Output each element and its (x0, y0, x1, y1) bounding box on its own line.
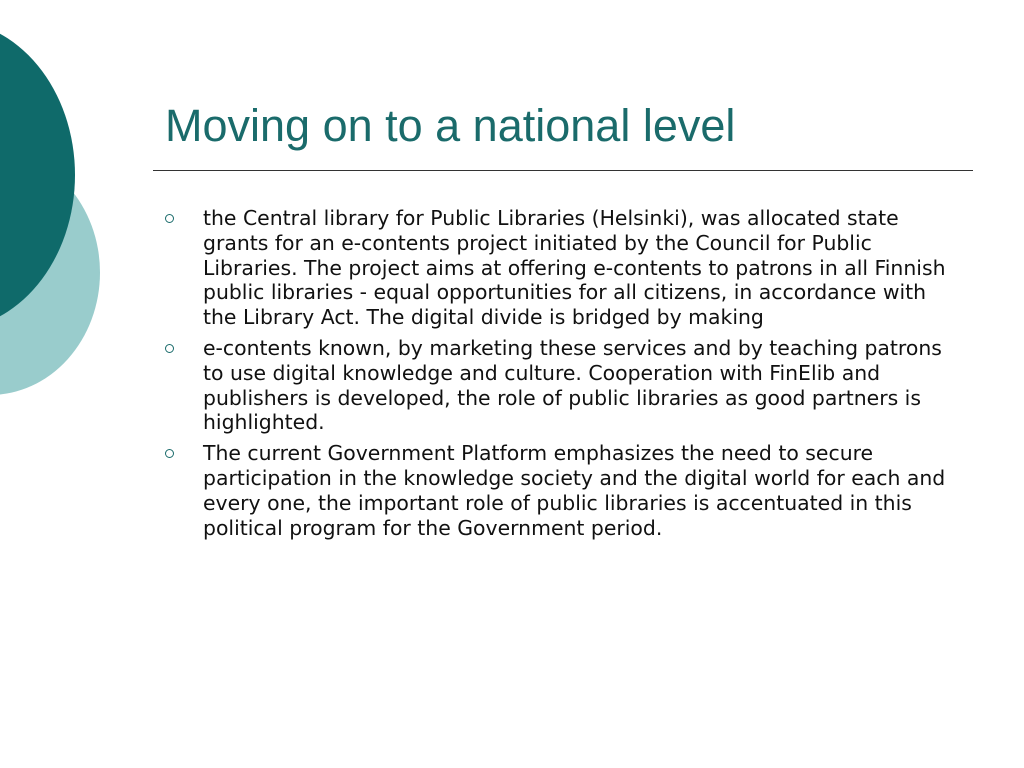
hollow-circle-bullet-icon (165, 214, 174, 223)
bullet-item (165, 441, 965, 540)
bullet-item (165, 206, 965, 330)
bullet-list (165, 206, 965, 546)
hollow-circle-bullet-icon (165, 449, 174, 458)
title-divider (153, 170, 973, 171)
hollow-circle-bullet-icon (165, 344, 174, 353)
bullet-item (165, 336, 965, 435)
bullet-text: e-contents known, by marketing these services and by teaching patrons to use digital knowledge and culture. Cooperation with FinElib and publishers is developed, the role of public libraries as good partners is highlighted. (203, 335, 942, 435)
bullet-text: the Central library for Public Libraries (Helsinki), was allocated state grants for an e-contents project initiated by the Council for Public Libraries. The project aims at offering e-contents to patrons in all Finnish public libraries - equal opportunities for all citizens, in accordance with the Library Act. The digital divide is bridged by making (203, 206, 946, 330)
slide-title: Moving on to a national level (165, 100, 736, 151)
bullet-text: The current Government Platform emphasizes the need to secure participation in the knowledge society and the digital world for each and every one, the important role of public libraries is accentuated in this political program for the Government period. (203, 441, 946, 540)
